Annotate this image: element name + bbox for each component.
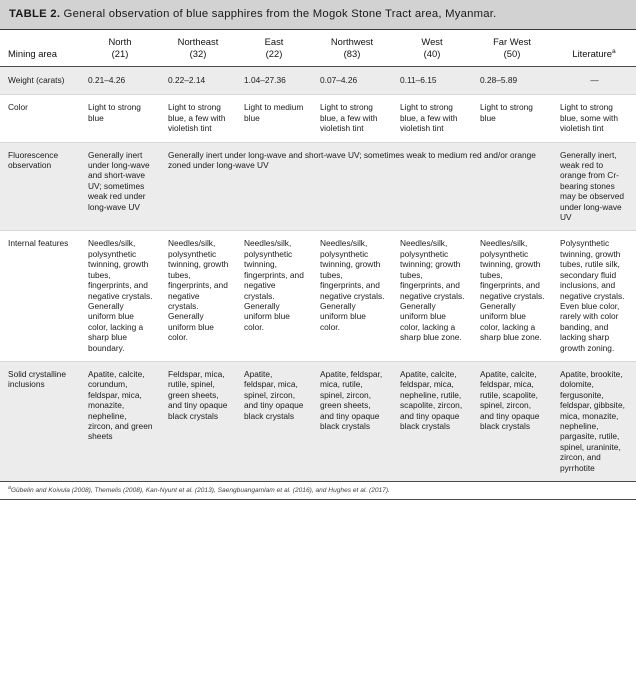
cell-internal-far-west: Needles/silk, polysynthetic twinning, growth tubes, fingerprints, and negative crystals. Generally uniform blue color, lacking a sharp blue zone. [472, 231, 552, 361]
column-header-name: North [108, 36, 132, 47]
cell-color-literature: Light to strong blue, some with violetish tint [552, 95, 636, 142]
column-header-count: (32) [189, 47, 207, 59]
cell-inclusions-northwest: Apatite, feldspar, mica, rutile, spinel, zircon, green sheets, and tiny opaque black crystals [312, 361, 392, 481]
cell-fluorescence-merged: Generally inert under long-wave and short-wave UV; sometimes weak to medium red and/or orange zoned under long-wave UV [160, 142, 552, 231]
column-header-count: (50) [503, 47, 521, 59]
column-header-count: (83) [343, 47, 361, 59]
row-label: Internal features [0, 231, 80, 361]
cell-color-west: Light to strong blue, a few with violetish tint [392, 95, 472, 142]
table-caption-label: TABLE 2. [9, 8, 61, 20]
column-header-northeast [160, 30, 236, 67]
cell-internal-literature: Polysynthetic twinning, growth tubes, rutile silk, secondary fluid inclusions, and negative crystals. Even blue color, rarely with color banding, and lacking sharp growth zoning. [552, 231, 636, 361]
cell-color-northwest: Light to strong blue, a few with violetish tint [312, 95, 392, 142]
column-header-name: East [264, 36, 284, 47]
cell-inclusions-east: Apatite, feldspar, mica, spinel, zircon, and tiny opaque black crystals [236, 361, 312, 481]
table-footnote [0, 482, 636, 500]
column-header-east [236, 30, 312, 67]
column-header-count: (21) [111, 47, 129, 59]
table-body [0, 67, 636, 482]
table-row-weight [0, 67, 636, 95]
cell-color-northeast: Light to strong blue, a few with violetish tint [160, 95, 236, 142]
cell-color-north: Light to strong blue [80, 95, 160, 142]
cell-weight-northeast: 0.22–2.14 [160, 67, 236, 95]
cell-weight-north: 0.21–4.26 [80, 67, 160, 95]
table-row-solid-inclusions [0, 361, 636, 481]
column-header-name: Northwest [330, 36, 374, 47]
column-header-name: Literature [572, 47, 612, 59]
row-label: Fluorescence observation [0, 142, 80, 231]
column-header-north [80, 30, 160, 67]
table-caption-text: General observation of blue sapphires from the Mogok Stone Tract area, Myanmar. [60, 8, 497, 20]
footnote-marker: a [8, 484, 11, 491]
header-row [0, 30, 636, 67]
column-header-literature [552, 30, 636, 67]
cell-weight-literature: — [552, 67, 636, 95]
cell-internal-northeast: Needles/silk, polysynthetic twinning, growth tubes, fingerprints, and negative crystals. Generally uniform blue color. [160, 231, 236, 361]
cell-internal-north: Needles/silk, polysynthetic twinning, growth tubes, fingerprints, and negative crystals. Generally uniform blue color, lacking a sharp blue boundary. [80, 231, 160, 361]
column-header-count: (22) [265, 47, 283, 59]
row-label: Solid crystalline inclusions [0, 361, 80, 481]
cell-color-far-west: Light to strong blue [472, 95, 552, 142]
column-header-name: West [421, 36, 443, 47]
cell-color-east: Light to medium blue [236, 95, 312, 142]
cell-inclusions-far-west: Apatite, calcite, feldspar, mica, rutile, scapolite, spinel, zircon, and tiny opaque black crystals [472, 361, 552, 481]
cell-weight-east: 1.04–27.36 [236, 67, 312, 95]
cell-internal-northwest: Needles/silk, polysynthetic twinning, growth tubes, fingerprints, and negative crystals. Generally uniform blue color. [312, 231, 392, 361]
column-header-count: (40) [423, 47, 441, 59]
cell-weight-far-west: 0.28–5.89 [472, 67, 552, 95]
cell-inclusions-west: Apatite, calcite, feldspar, mica, nepheline, rutile, scapolite, zircon, and tiny opaque black crystals [392, 361, 472, 481]
table-row-fluorescence [0, 142, 636, 231]
cell-internal-west: Needles/silk, polysynthetic twinning; growth tubes, fingerprints, and negative crystals. Generally uniform blue color, lacking a sharp blue zone. [392, 231, 472, 361]
cell-weight-northwest: 0.07–4.26 [312, 67, 392, 95]
column-header-northwest [312, 30, 392, 67]
row-label: Weight (carats) [0, 67, 80, 95]
cell-fluorescence-north: Generally inert under long-wave and short-wave UV; sometimes weak red under long-wave UV [80, 142, 160, 231]
column-header-west [392, 30, 472, 67]
sapphire-observation-table [0, 30, 636, 482]
footnote-text: Gübelin and Koivula (2008), Themelis (2008), Kan-Nyunt et al. (2013), Saengbuangamlam et al. (2016), and Hughes et al. (2017). [10, 487, 390, 494]
table-caption [0, 0, 636, 30]
cell-fluorescence-literature: Generally inert, weak red to orange from Cr-bearing stones may be observed under long-wave UV [552, 142, 636, 231]
table-header [0, 30, 636, 67]
column-header-far-west [472, 30, 552, 67]
table-row-internal-features [0, 231, 636, 361]
row-label: Color [0, 95, 80, 142]
column-header-mining-area: Mining area [0, 30, 80, 67]
column-header-name: Far West [493, 36, 531, 47]
cell-internal-east: Needles/silk, polysynthetic twinning, fingerprints, and negative crystals. Generally uniform blue color. [236, 231, 312, 361]
table-row-color [0, 95, 636, 142]
cell-weight-west: 0.11–6.15 [392, 67, 472, 95]
column-header-name: Northeast [177, 36, 219, 47]
cell-inclusions-literature: Apatite, brookite, dolomite, fergusonite, feldspar, gibbsite, mica, monazite, nepheline, pargasite, rutile, spinel, uraninite, zircon, and pyrrhotite [552, 361, 636, 481]
cell-inclusions-northeast: Feldspar, mica, rutile, spinel, green sheets, and tiny opaque black crystals [160, 361, 236, 481]
footnote-marker-superscript: a [611, 47, 616, 55]
cell-inclusions-north: Apatite, calcite, corundum, feldspar, mica, monazite, nepheline, zircon, and green sheets [80, 361, 160, 481]
